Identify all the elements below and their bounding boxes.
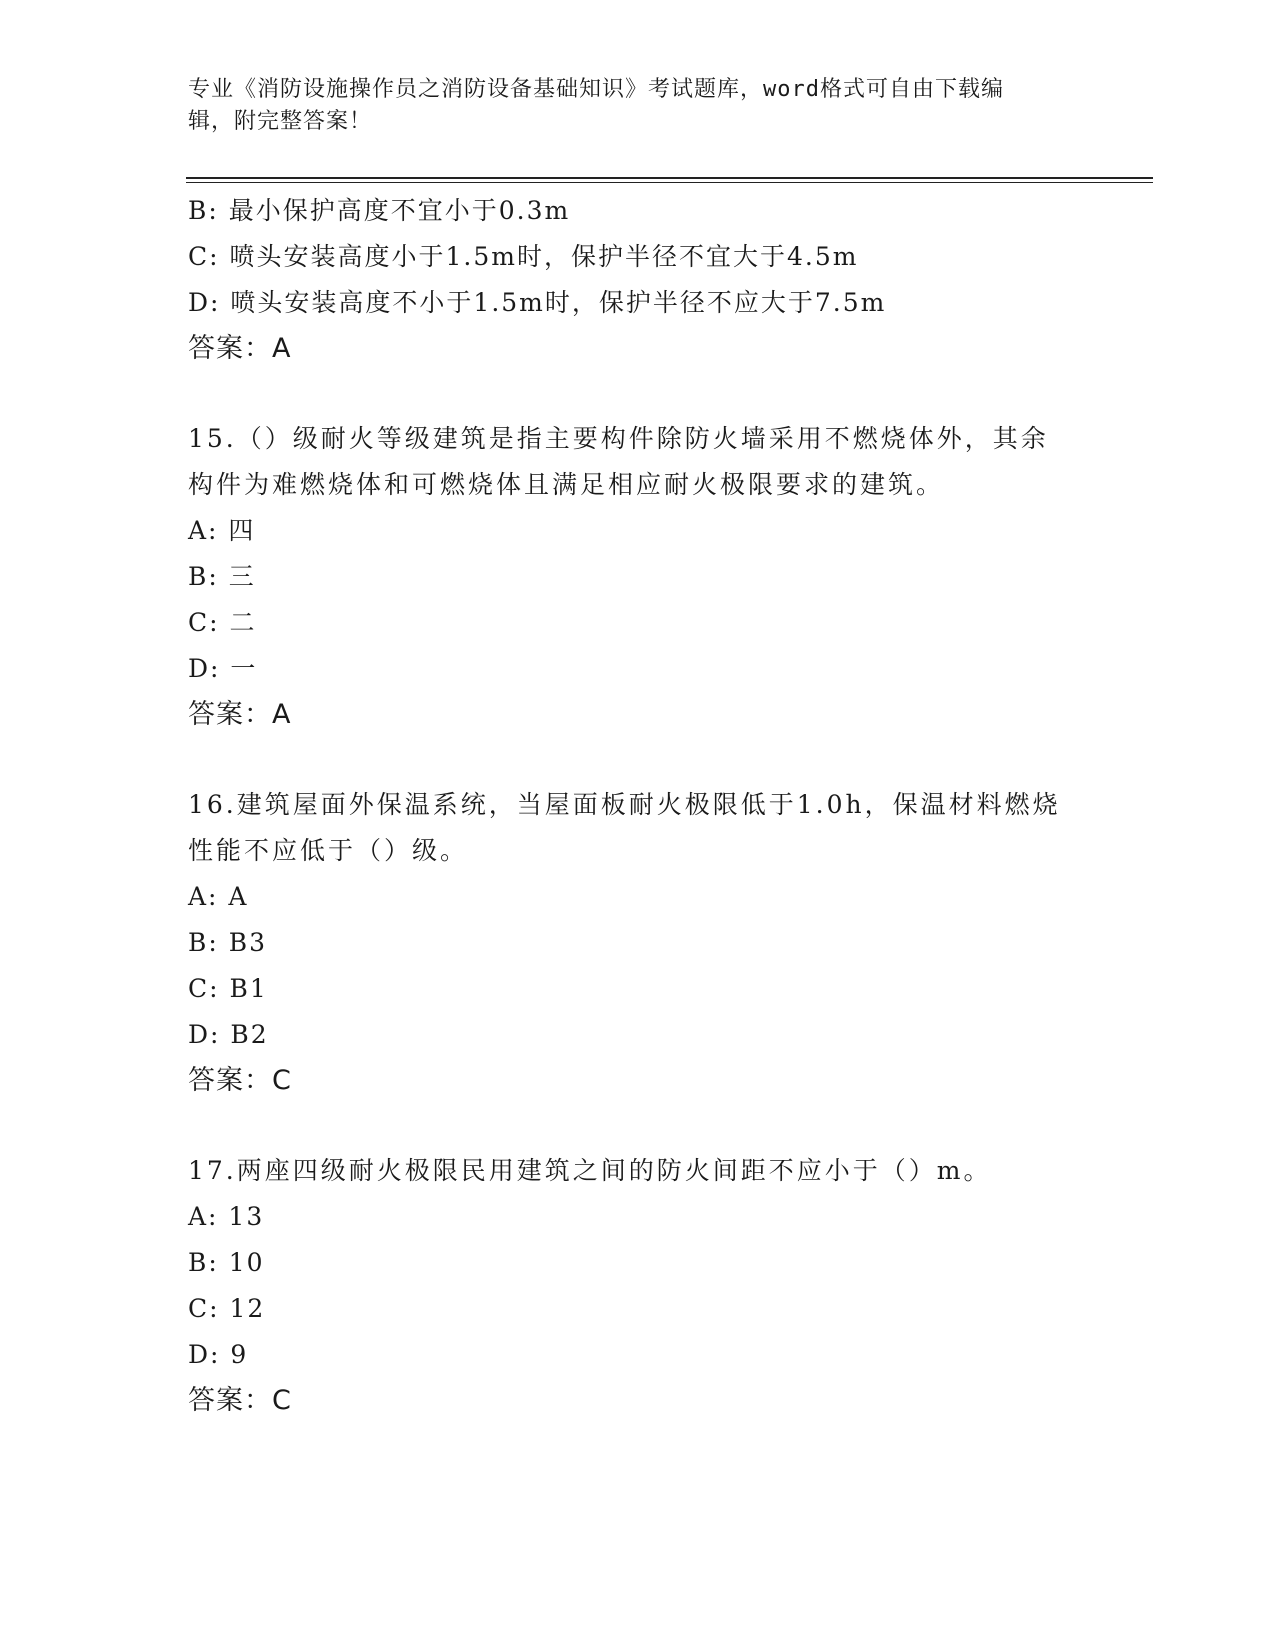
option-d: D: 喷头安装高度不小于1.5m时，保护半径不应大于7.5m — [188, 288, 887, 317]
option-b: B: 最小保护高度不宜小于0.3m — [188, 196, 571, 225]
option-a: A: 13 — [188, 1202, 265, 1231]
question-text-line-1: 16.建筑屋面外保温系统，当屋面板耐火极限低于1.0h，保温材料燃烧 — [188, 790, 1061, 819]
option-d: D: B2 — [188, 1020, 269, 1049]
header-divider-thick — [186, 177, 1153, 179]
question-14-continued — [188, 188, 1088, 372]
option-b: B: B3 — [188, 928, 268, 957]
option-d: D: 一 — [188, 654, 258, 683]
header-line-1: 专业《消防设施操作员之消防设备基础知识》考试题库，word格式可自由下载编 — [188, 77, 1004, 102]
answer-label: 答案：C — [188, 1065, 292, 1096]
option-a: A: A — [188, 882, 249, 911]
question-15 — [188, 416, 1088, 738]
answer-label: 答案：C — [188, 1385, 292, 1416]
question-text-line-2: 构件为难燃烧体和可燃烧体且满足相应耐火极限要求的建筑。 — [188, 470, 945, 499]
header-divider-thin — [186, 182, 1153, 183]
question-text-line-2: 性能不应低于（）级。 — [188, 836, 469, 865]
question-17 — [188, 1148, 1088, 1424]
option-c: C: 12 — [188, 1294, 266, 1323]
option-b: B: 三 — [188, 562, 256, 591]
answer-label: 答案：A — [188, 333, 292, 364]
question-16 — [188, 782, 1088, 1104]
option-d: D: 9 — [188, 1340, 249, 1369]
option-c: C: 二 — [188, 608, 257, 637]
question-text-line-1: 17.两座四级耐火极限民用建筑之间的防火间距不应小于（）m。 — [188, 1156, 992, 1185]
question-list — [188, 188, 1088, 1424]
answer-label: 答案：A — [188, 699, 292, 730]
document-header — [188, 74, 1068, 138]
option-a: A: 四 — [188, 516, 256, 545]
option-c: C: 喷头安装高度小于1.5m时，保护半径不宜大于4.5m — [188, 242, 859, 271]
question-text-line-1: 15.（）级耐火等级建筑是指主要构件除防火墙采用不燃烧体外，其余 — [188, 424, 1049, 453]
option-b: B: 10 — [188, 1248, 265, 1277]
header-line-2: 辑，附完整答案！ — [188, 109, 373, 134]
option-c: C: B1 — [188, 974, 268, 1003]
